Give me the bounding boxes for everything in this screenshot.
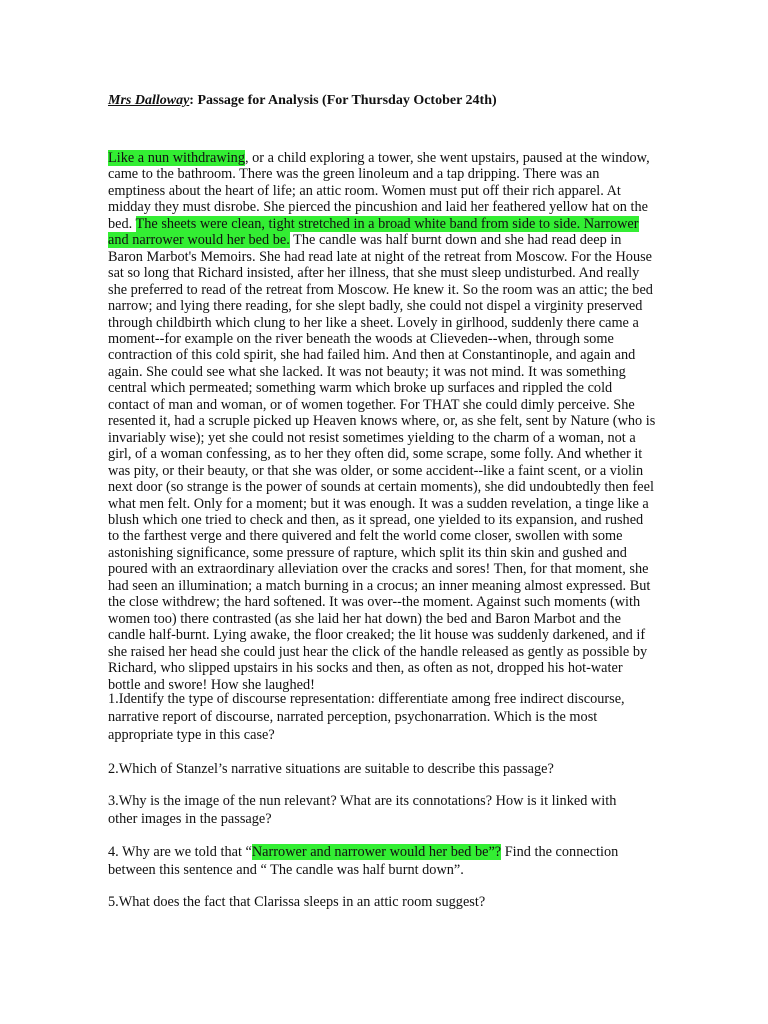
question-2: 2.Which of Stanzel’s narrative situations are suitable to describe this passage? <box>108 761 554 777</box>
passage-text <box>108 150 656 693</box>
highlight-nun-withdrawing: Like a nun withdrawing <box>108 150 245 166</box>
question-4 <box>108 843 648 879</box>
highlight-sheets-clean: The sheets were clean, tight stretched in a broad white band from side to side. Narrower and narrower would her bed be. <box>108 215 639 249</box>
highlight-narrower-quote: Narrower and narrower would her bed be”? <box>251 844 502 860</box>
document-title <box>108 93 668 109</box>
passage-segment: , or a child exploring a tower, she went upstairs, paused at the window, came to the bathroom. There was the green linoleum and a tap dripping. There was an emptiness about the heart of life; an attic room. Women must put off their rich apparel. At midday they must disrobe. She pierced the pincushion and laid her feathered yellow hat on the bed. <box>108 150 650 232</box>
passage-segment: The candle was half burnt down and she had read deep in Baron Marbot's Memoirs. She had read late at night of the retreat from Moscow. For the House sat so long that Richard insisted, after her illness, that she must sleep undisturbed. And really she preferred to read of the retreat from Moscow. He knew it. So the room was an attic; the bed narrow; and lying there reading, for she slept badly, she could not dispel a virginity preserved through childbirth which clung to her like a sheet. Lovely in girlhood, suddenly there came a moment--for example on the river beneath the woods at Clieveden--when, through some contraction of this cold spirit, she had failed him. And then at Constantinople, and again and again. She could see what she lacked. It was not beauty; it was not mind. It was something central which permeated; something warm which broke up surfaces and rippled the cold contact of man and woman, or of women together. For THAT she could dimly perceive. She resented it, had a scruple picked up Heaven knows where, or, as she felt, sent by Nature (who is invariably wise); yet she could not resist sometimes yielding to the charm of a woman, not a girl, of a woman confessing, as to her they often did, some scrape, some folly. And whether it was pity, or their beauty, or that she was older, or some accident--like a faint scent, or a violin next door (so strange is the power of sounds at certain moments), she did undoubtedly then feel what men felt. Only for a moment; but it was enough. It was a sudden revelation, a tinge like a blush which one tried to check and then, as it spread, one yielded to its expansion, and rushed to the farthest verge and there quivered and felt the world come closer, swollen with some astonishing significance, some pressure of rapture, which split its thin skin and gushed and poured with an extraordinary alleviation over the cracks and sores! Then, for that moment, she had seen an illumination; a match burning in a crocus; an inner meaning almost expressed. But the close withdrew; the hard softened. It was over--the moment. Against such moments (with women too) there contrasted (as she laid her hat down) the bed and Baron Marbot and the candle half-burnt. Lying awake, the floor creaked; the lit house was suddenly darkened, and if she raised her head she could just hear the click of the handle released as gently as possible by Richard, who slipped upstairs in his socks and then, as often as not, dropped his hot-water bottle and swore! How she laughed! <box>108 232 656 693</box>
question-4-suffix: Find the connection between this sentence and “ The candle was half burnt down”. <box>108 844 619 879</box>
question-3: 3.Why is the image of the nun relevant? What are its connotations? How is it linked with other images in the passage? <box>108 793 617 828</box>
question-4-prefix: 4. Why are we told that “ <box>108 844 252 860</box>
question-1: 1.Identify the type of discourse representation: differentiate among free indirect discourse, narrative report of discourse, narrated perception, psychonarration. Which is the most appropriate type in this case? <box>108 691 625 744</box>
title-work-name: Mrs Dalloway <box>108 93 190 108</box>
title-rest: : Passage for Analysis (For Thursday October 24th) <box>189 93 497 108</box>
question-5: 5.What does the fact that Clarissa sleeps in an attic room suggest? <box>108 894 486 910</box>
